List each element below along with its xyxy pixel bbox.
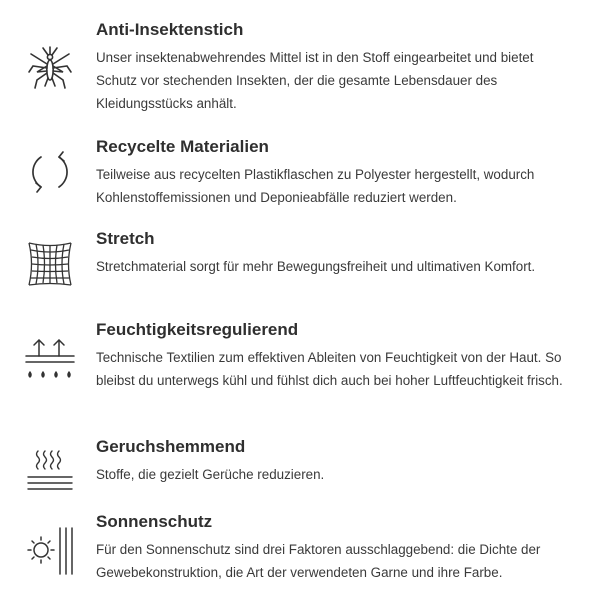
feature-title: Anti-Insektenstich bbox=[96, 20, 244, 39]
feature-title: Geruchshemmend bbox=[96, 437, 246, 456]
moisture-wicking-icon bbox=[23, 336, 77, 390]
feature-description: Für den Sonnenschutz sind drei Faktoren ausschlaggebend: die Dichte der Gewebekonstruktion, die Art der verwendeten Garne und ihre Farbe. bbox=[96, 542, 541, 580]
feature-title: Sonnenschutz bbox=[96, 512, 213, 531]
feature-description: Unser insektenabwehrendes Mittel ist in den Stoff eingearbeitet und bietet Schutz vor stechenden Insekten, der die gesamte Lebensdauer des Kleidungsstücks anhält. bbox=[96, 50, 534, 111]
odor-control-icon bbox=[23, 443, 77, 497]
feature-title: Stretch bbox=[96, 229, 155, 248]
recycle-arrows-icon bbox=[23, 145, 77, 199]
feature-description: Technische Textilien zum effektiven Ableiten von Feuchtigkeit von der Haut. So bleibst du unterwegs kühl und fühlst dich auch bei hoher Luftfeuchtigkeit frisch. bbox=[96, 350, 563, 388]
stretch-grid-icon bbox=[23, 235, 77, 289]
feature-description: Stoffe, die gezielt Gerüche reduzieren. bbox=[96, 467, 325, 482]
feature-description: Stretchmaterial sorgt für mehr Bewegungsfreiheit und ultimativen Komfort. bbox=[96, 259, 536, 274]
feature-description: Teilweise aus recycelten Plastikflaschen zu Polyester hergestellt, wodurch Kohlenstoffemissionen und Deponieabfälle reduziert werden. bbox=[96, 167, 535, 205]
sun-protection-icon bbox=[23, 524, 77, 578]
feature-title: Recycelte Materialien bbox=[96, 137, 269, 156]
mosquito-icon bbox=[23, 42, 77, 96]
feature-title: Feuchtigkeitsregulierend bbox=[96, 320, 299, 339]
